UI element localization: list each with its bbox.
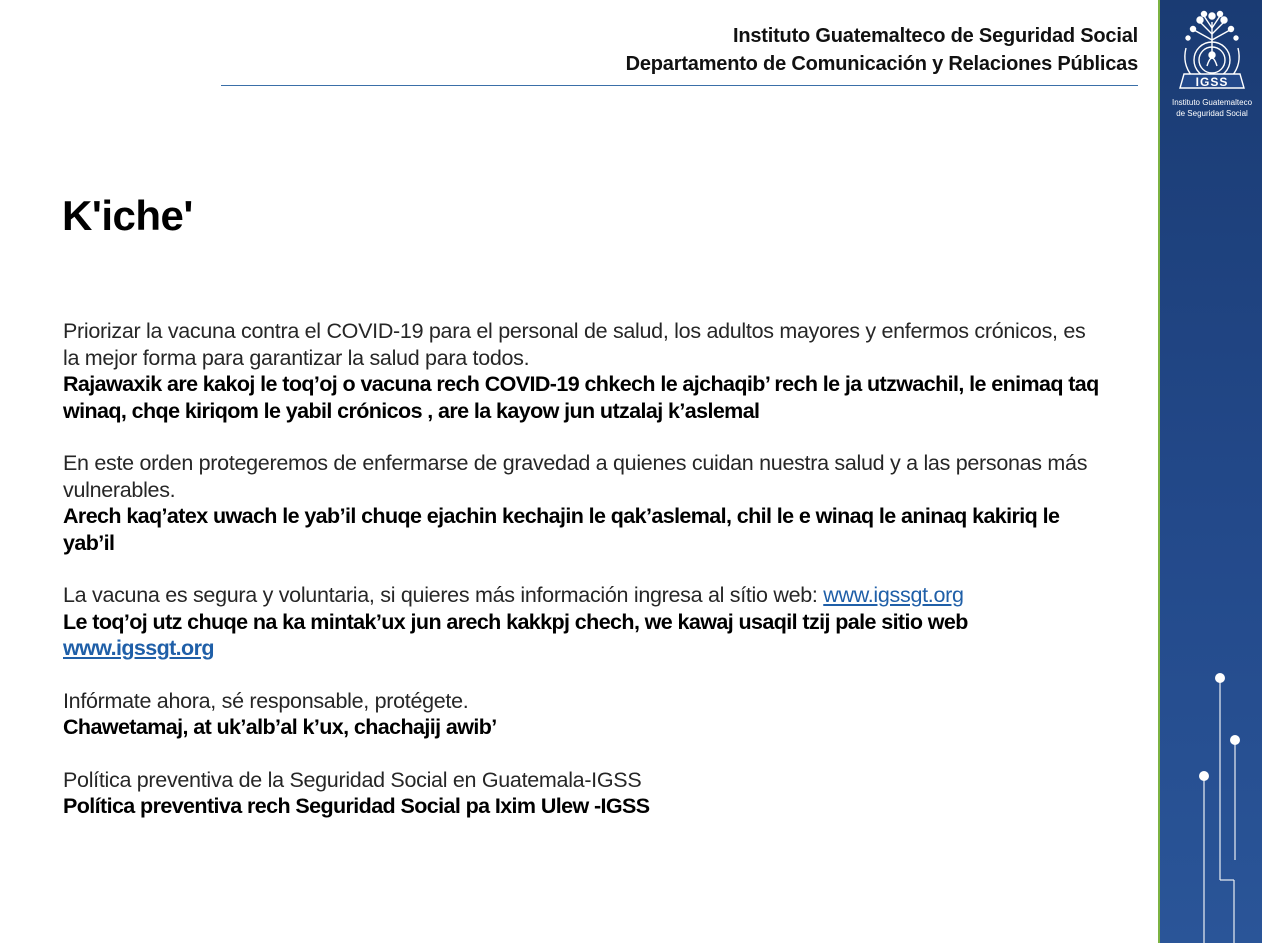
paragraph-protection: [63, 450, 1103, 556]
spanish-text: En este orden protegeremos de enfermarse de gravedad a quienes cuidan nuestra salud y a las personas más vulnerables.: [63, 451, 1088, 502]
message-body: [63, 318, 1103, 846]
institute-name: Instituto Guatemalteco de Seguridad Social: [732, 25, 1138, 47]
page-title: K'iche': [62, 192, 193, 239]
paragraph-priority: [63, 318, 1103, 424]
spanish-text: Priorizar la vacuna contra el COVID-19 para el personal de salud, los adultos mayores y enfermos crónicos, es la mejor forma para garantizar la salud para todos.: [63, 319, 1086, 370]
paragraph-website: [63, 582, 1103, 662]
brand-sidebar: [1158, 0, 1262, 943]
logo-mark: IGSS: [1195, 75, 1229, 89]
kiche-text-prefix: Le toq’oj utz chuqe na ka mintak’ux jun arech kakkpj chech, we kawaj usaqil tzij pale sitio web: [63, 609, 968, 634]
kiche-text: Rajawaxik are kakoj le toq’oj o vacuna rech COVID-19 chkech le ajchaqib’ rech le ja utzwachil, le enimaq taq winaq, chqe kiriqom le yabil crónicos , are la kayow jun utzalaj k’aslemal: [63, 372, 1099, 423]
website-link[interactable]: www.igssgt.org: [63, 636, 214, 660]
kiche-text: Chawetamaj, at uk’alb’al k’ux, chachajij awib’: [63, 715, 497, 739]
circuit-decoration: [1160, 660, 1262, 943]
paragraph-policy: [63, 767, 1103, 820]
spanish-text-prefix: La vacuna es segura y voluntaria, si quieres más información ingresa al sítio web:: [63, 583, 824, 607]
logo-caption-line2: de Seguridad Social: [1176, 109, 1248, 118]
page-header: [626, 22, 1138, 78]
department-name: Departamento de Comunicación y Relaciones Públicas: [625, 53, 1138, 75]
spanish-text: Política preventiva de la Seguridad Social en Guatemala-IGSS: [63, 767, 642, 792]
spanish-text: [63, 582, 1103, 609]
igss-logo: [1170, 8, 1254, 118]
igss-emblem-icon: [1174, 8, 1250, 96]
kiche-text: [63, 609, 1103, 662]
kiche-text: Política preventiva rech Seguridad Social pa Ixim Ulew -IGSS: [63, 794, 650, 818]
kiche-text: Arech kaq’atex uwach le yab’il chuqe ejachin kechajin le qak’aslemal, chil le e winaq le aninaq kakiriq le yab’il: [63, 504, 1060, 555]
logo-caption-line1: Instituto Guatemalteco: [1171, 98, 1253, 107]
paragraph-inform: [63, 688, 1103, 741]
header-divider: [221, 85, 1138, 86]
spanish-text: Infórmate ahora, sé responsable, protégete.: [63, 688, 469, 713]
website-link[interactable]: www.igssgt.org: [823, 583, 964, 607]
